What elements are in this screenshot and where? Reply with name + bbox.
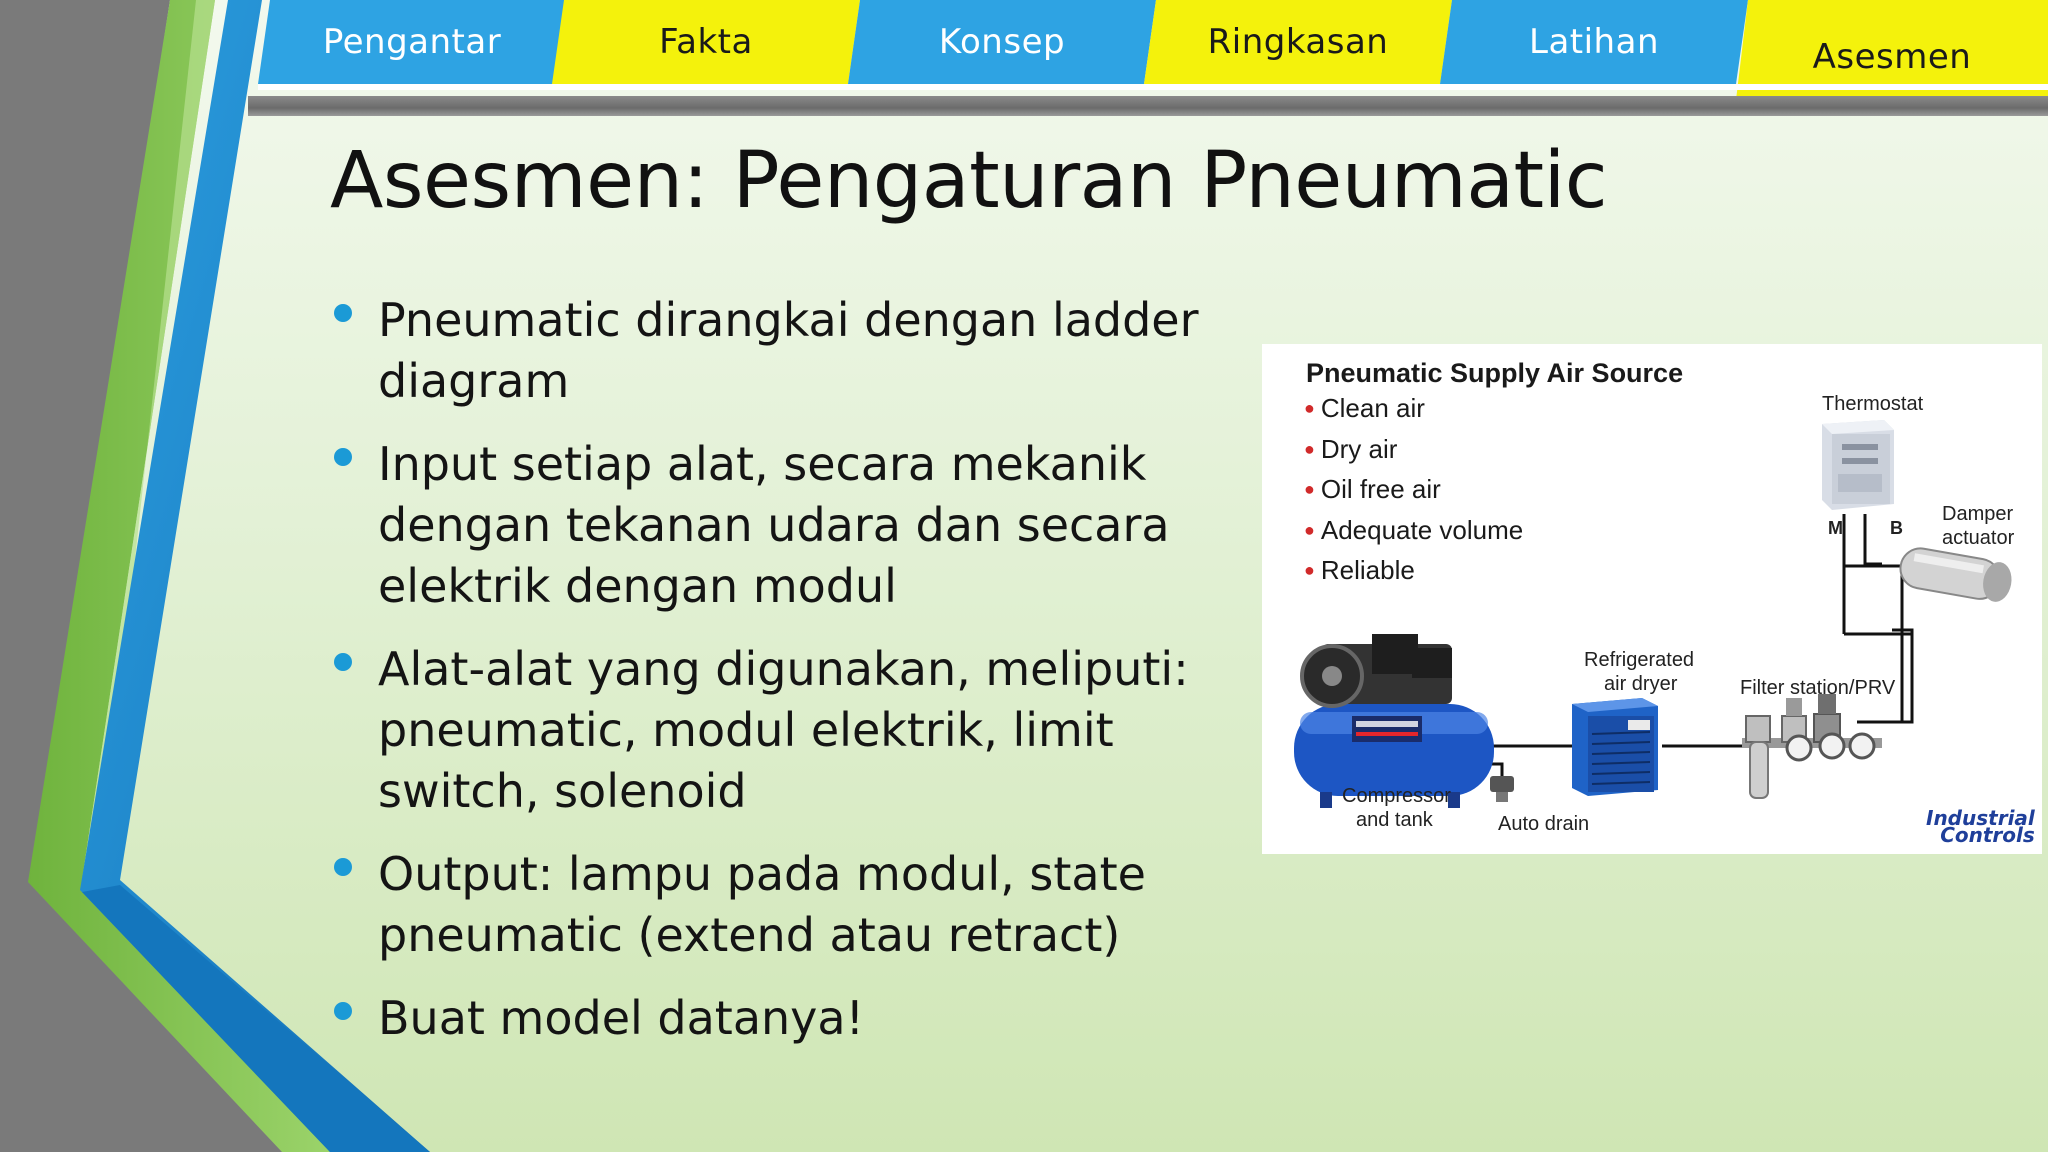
thermostat-label: Thermostat <box>1822 393 1924 415</box>
filter-label: Filter station/PRV <box>1740 677 1896 699</box>
bullet-dot-icon <box>334 653 352 671</box>
requirement-item: ● Clean air <box>1304 393 1425 423</box>
tab-label: Latihan <box>1529 22 1659 62</box>
tab-ringkasan[interactable] <box>1144 0 1452 84</box>
port-b-label: B <box>1890 518 1903 538</box>
requirement-item: ● Reliable <box>1304 555 1415 585</box>
bullet-dot-icon: ● <box>1304 479 1315 499</box>
bullet-dot-icon: ● <box>1304 519 1315 540</box>
compressor-label-line1: Compressor <box>1342 785 1451 807</box>
bullet-item: Pneumatic dirangkai dengan ladder diagram <box>330 290 1280 412</box>
damper-label-line2: actuator <box>1942 527 2015 549</box>
bullet-dot-icon <box>334 858 352 876</box>
tab-label: Pengantar <box>322 22 502 62</box>
bullet-dot-icon <box>334 448 352 466</box>
dryer-label-line2: air dryer <box>1604 673 1678 695</box>
tab-label: Ringkasan <box>1207 22 1389 62</box>
tab-konsep[interactable] <box>848 0 1156 84</box>
bullet-dot-icon: ● <box>1304 398 1315 418</box>
bullet-item: Buat model datanya! <box>330 988 1280 1049</box>
header-divider <box>248 96 2048 116</box>
drain-label: Auto drain <box>1498 813 1590 835</box>
damper-label-line1: Damper <box>1942 503 2014 525</box>
slide-title: Asesmen: Pengaturan Pneumatic <box>330 136 1608 226</box>
industrial-controls-logo: Industrial Controls <box>1926 806 2035 847</box>
bullet-item: Output: lampu pada modul, state pneumatic (extend atau retract) <box>330 844 1280 966</box>
tab-pengantar[interactable] <box>258 0 566 84</box>
dryer-label-line1: Refrigerated <box>1584 649 1695 671</box>
requirement-item: ● Dry air <box>1304 433 1398 464</box>
bullet-item: Alat-alat yang digunakan, meliputi: pneumatic, modul elektrik, limit switch, solenoid <box>330 639 1280 822</box>
pneumatic-supply-figure <box>1262 344 2042 854</box>
bullet-dot-icon: ● <box>1304 438 1315 459</box>
compressor-label-line2: and tank <box>1356 809 1433 831</box>
port-m-label: M <box>1828 518 1843 538</box>
bullet-list <box>330 290 1280 1071</box>
tab-label: Asesmen <box>1812 37 1972 77</box>
bullet-dot-icon: ● <box>1304 560 1315 580</box>
tab-label: Fakta <box>659 22 753 62</box>
bullet-dot-icon <box>334 304 352 322</box>
requirement-item: ● Oil free air <box>1304 474 1441 504</box>
figure-title: Pneumatic Supply Air Source <box>1306 358 1684 388</box>
tab-fakta[interactable] <box>552 0 860 84</box>
bullet-item: Input setiap alat, secara mekanik dengan tekanan udara dan secara elektrik dengan modul <box>330 434 1280 617</box>
header-divider-highlight <box>258 84 2048 90</box>
bullet-dot-icon <box>334 1002 352 1020</box>
tab-latihan[interactable] <box>1440 0 1748 84</box>
tab-label: Konsep <box>938 22 1066 62</box>
requirement-item: ● Adequate volume <box>1304 514 1524 545</box>
air-requirements-list <box>1304 390 1523 593</box>
